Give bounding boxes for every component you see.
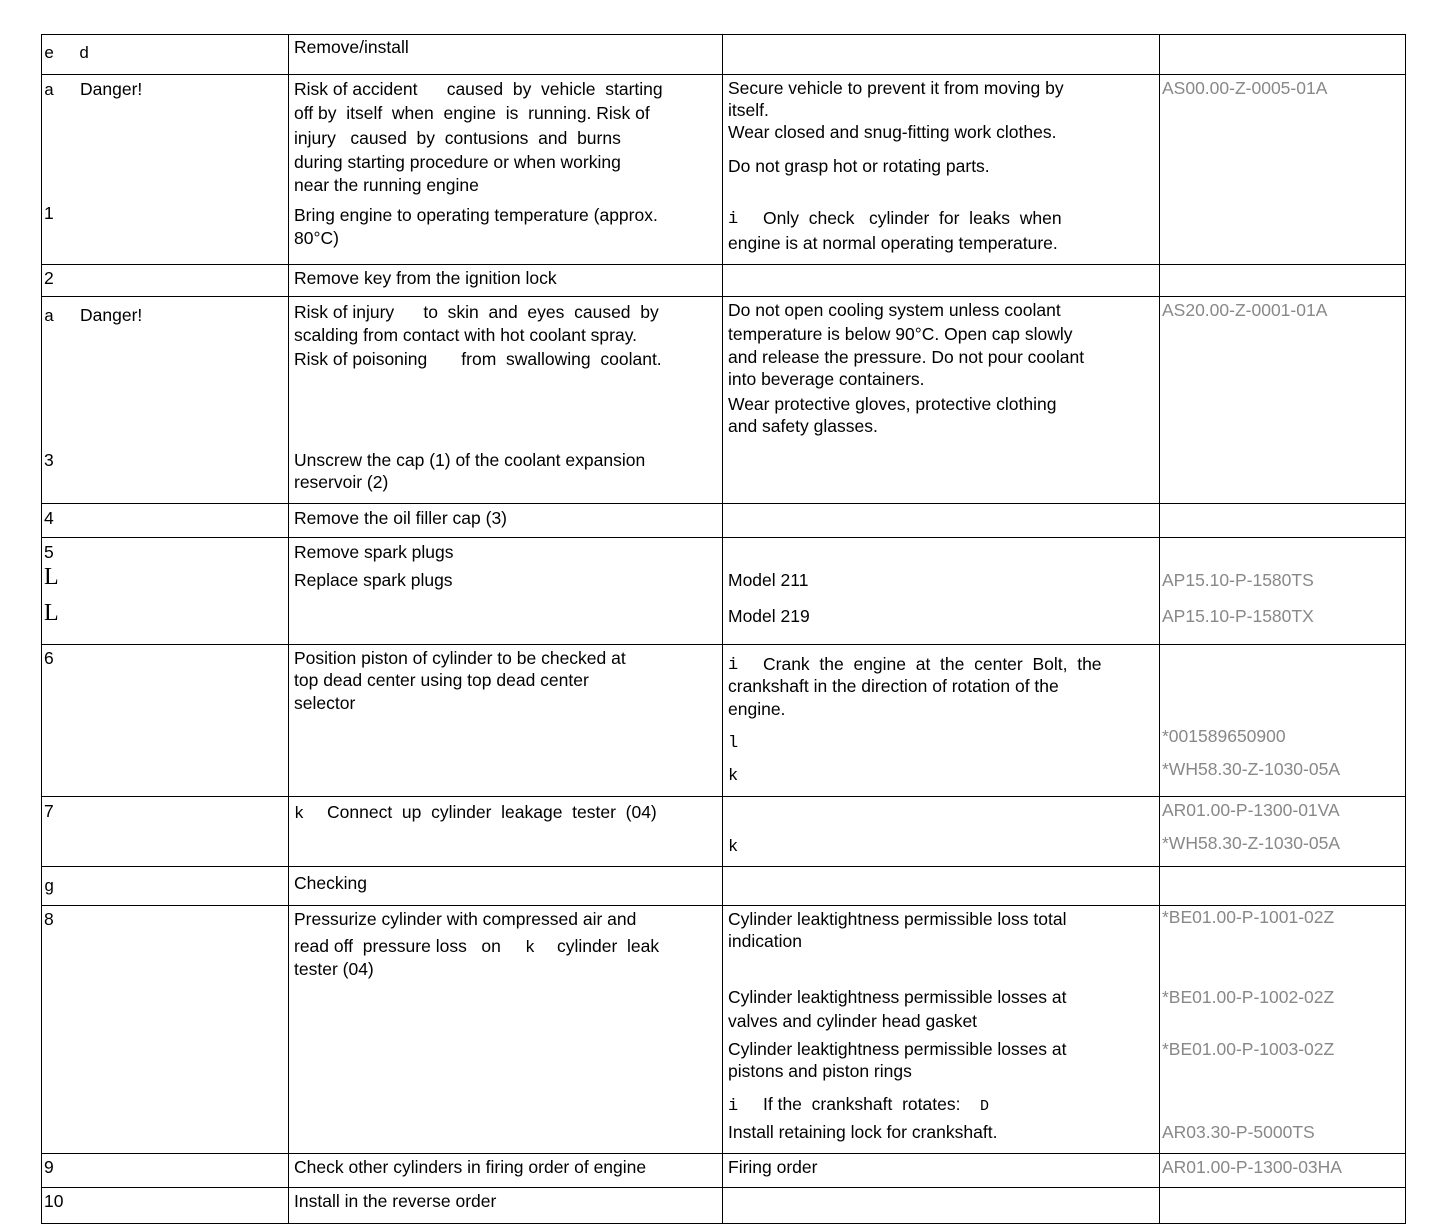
note-text: indication <box>728 931 802 951</box>
marker-k: k <box>728 838 739 857</box>
step-text: Check other cylinders in firing order of engine <box>294 1157 647 1177</box>
step-text: Pressurize cylinder with compressed air and <box>294 909 637 929</box>
note-text: engine is at normal operating temperature. <box>728 233 1058 253</box>
step-text: Remove the oil filler cap (3) <box>294 508 507 528</box>
step-number: 6 <box>44 648 54 668</box>
note-text: Wear closed and snug-fitting work clothes. <box>728 122 1057 142</box>
info-icon: i <box>728 656 739 675</box>
step-text: during starting procedure or when working <box>294 152 621 172</box>
tool-marker-L: L <box>44 600 59 626</box>
table-row <box>42 797 1406 867</box>
reference-code[interactable]: AP15.10-P-1580TX <box>1162 606 1314 626</box>
step-text: Risk of injury to skin and eyes caused by <box>294 302 659 322</box>
step-number: 4 <box>44 508 54 528</box>
marker-D: D <box>980 1098 990 1115</box>
table-row <box>42 297 1406 504</box>
note-text: Firing order <box>728 1157 818 1177</box>
danger-marker: a <box>44 308 55 327</box>
note-text: and safety glasses. <box>728 416 878 436</box>
table-row <box>42 1188 1406 1224</box>
note-text: engine. <box>728 699 786 719</box>
step-text: Risk of accident caused by vehicle starting <box>294 79 663 99</box>
table-row <box>42 75 1406 265</box>
step-text: Connect up cylinder leakage tester (04) <box>327 802 657 822</box>
model-label: Model 211 <box>728 570 809 590</box>
step-number: 10 <box>44 1191 64 1211</box>
step-text: near the running engine <box>294 175 479 195</box>
note-text: Crank the engine at the center Bolt, the <box>763 654 1102 674</box>
step-text: reservoir (2) <box>294 472 389 492</box>
table-row <box>42 35 1406 75</box>
marker-e: e <box>44 45 55 64</box>
note-text: pistons and piston rings <box>728 1061 912 1081</box>
note-text: If the crankshaft rotates: <box>763 1094 961 1114</box>
step-number: 2 <box>44 268 54 288</box>
note-text: Cylinder leaktightness permissible loss total <box>728 909 1067 929</box>
reference-code[interactable]: *BE01.00-P-1001-02Z <box>1162 907 1335 927</box>
marker-l: l <box>728 734 739 753</box>
table-row <box>42 504 1406 538</box>
step-text: scalding from contact with hot coolant spray. <box>294 325 638 345</box>
note-text: temperature is below 90°C. Open cap slowly <box>728 324 1073 344</box>
marker-g: g <box>44 878 55 897</box>
note-text: crankshaft in the direction of rotation of the <box>728 676 1059 696</box>
reference-code[interactable]: AP15.10-P-1580TS <box>1162 570 1314 590</box>
step-text: Risk of poisoning from swallowing coolant. <box>294 349 662 369</box>
reference-code[interactable]: AS00.00-Z-0005-01A <box>1162 78 1328 98</box>
note-text: and release the pressure. Do not pour coolant <box>728 347 1085 367</box>
step-text: Install in the reverse order <box>294 1191 497 1211</box>
step-text: Checking <box>294 873 367 893</box>
step-text: Position piston of cylinder to be checked at <box>294 648 626 668</box>
table-row <box>42 1154 1406 1188</box>
info-icon: i <box>728 1097 739 1116</box>
step-text: injury caused by contusions and burns <box>294 128 621 148</box>
step-text: Remove key from the ignition lock <box>294 268 557 288</box>
note-text: into beverage containers. <box>728 369 925 389</box>
step-text: tester (04) <box>294 959 374 979</box>
reference-code[interactable]: *BE01.00-P-1003-02Z <box>1162 1039 1335 1059</box>
step-number: 8 <box>44 909 54 929</box>
note-text: Install retaining lock for crankshaft. <box>728 1122 998 1142</box>
marker-d: d <box>79 45 90 64</box>
step-number: 9 <box>44 1157 54 1177</box>
marker-k: k <box>728 767 739 786</box>
procedure-table <box>41 34 1406 1224</box>
step-number: 3 <box>44 450 54 470</box>
marker-k: k <box>294 805 305 824</box>
step-text: cylinder leak <box>557 936 660 956</box>
danger-marker: a <box>44 82 55 101</box>
step-text: Remove/install <box>294 37 409 57</box>
note-text: itself. <box>728 100 769 120</box>
step-number: 5 <box>44 542 54 562</box>
tool-marker-L: L <box>44 564 59 590</box>
table-row <box>42 645 1406 797</box>
note-text: Cylinder leaktightness permissible losses at <box>728 987 1067 1007</box>
note-text: Secure vehicle to prevent it from moving by <box>728 78 1064 98</box>
step-text: read off pressure loss on <box>294 936 501 956</box>
step-text: selector <box>294 693 356 713</box>
reference-code[interactable]: *WH58.30-Z-1030-05A <box>1162 833 1340 853</box>
step-text: 80°C) <box>294 228 339 248</box>
reference-code[interactable]: AS20.00-Z-0001-01A <box>1162 300 1328 320</box>
reference-code[interactable]: AR01.00-P-1300-03HA <box>1162 1157 1342 1177</box>
table-row <box>42 265 1406 297</box>
step-number: 1 <box>44 203 54 223</box>
table-row <box>42 538 1406 645</box>
step-text: off by itself when engine is running. Risk of <box>294 103 650 123</box>
note-text: Wear protective gloves, protective clothing <box>728 394 1057 414</box>
model-label: Model 219 <box>728 606 810 626</box>
reference-code[interactable]: *WH58.30-Z-1030-05A <box>1162 759 1340 779</box>
info-icon: i <box>728 210 739 229</box>
note-text: Only check cylinder for leaks when <box>763 208 1062 228</box>
step-text: Remove spark plugs <box>294 542 454 562</box>
table-row <box>42 867 1406 906</box>
note-text: Do not grasp hot or rotating parts. <box>728 156 990 176</box>
reference-code[interactable]: *001589650900 <box>1162 726 1286 746</box>
step-text: Replace spark plugs <box>294 570 453 590</box>
note-text: Do not open cooling system unless coolant <box>728 300 1061 320</box>
reference-code[interactable]: *BE01.00-P-1002-02Z <box>1162 987 1335 1007</box>
marker-k: k <box>525 939 536 958</box>
danger-label: Danger! <box>80 79 143 99</box>
reference-code[interactable]: AR03.30-P-5000TS <box>1162 1122 1315 1142</box>
danger-label: Danger! <box>80 305 143 325</box>
table-row <box>42 906 1406 1154</box>
note-text: valves and cylinder head gasket <box>728 1011 978 1031</box>
reference-code[interactable]: AR01.00-P-1300-01VA <box>1162 800 1340 820</box>
step-text: Unscrew the cap (1) of the coolant expansion <box>294 450 646 470</box>
step-text: top dead center using top dead center <box>294 670 589 690</box>
step-text: Bring engine to operating temperature (approx. <box>294 205 658 225</box>
note-text: Cylinder leaktightness permissible losses at <box>728 1039 1067 1059</box>
step-number: 7 <box>44 801 54 821</box>
